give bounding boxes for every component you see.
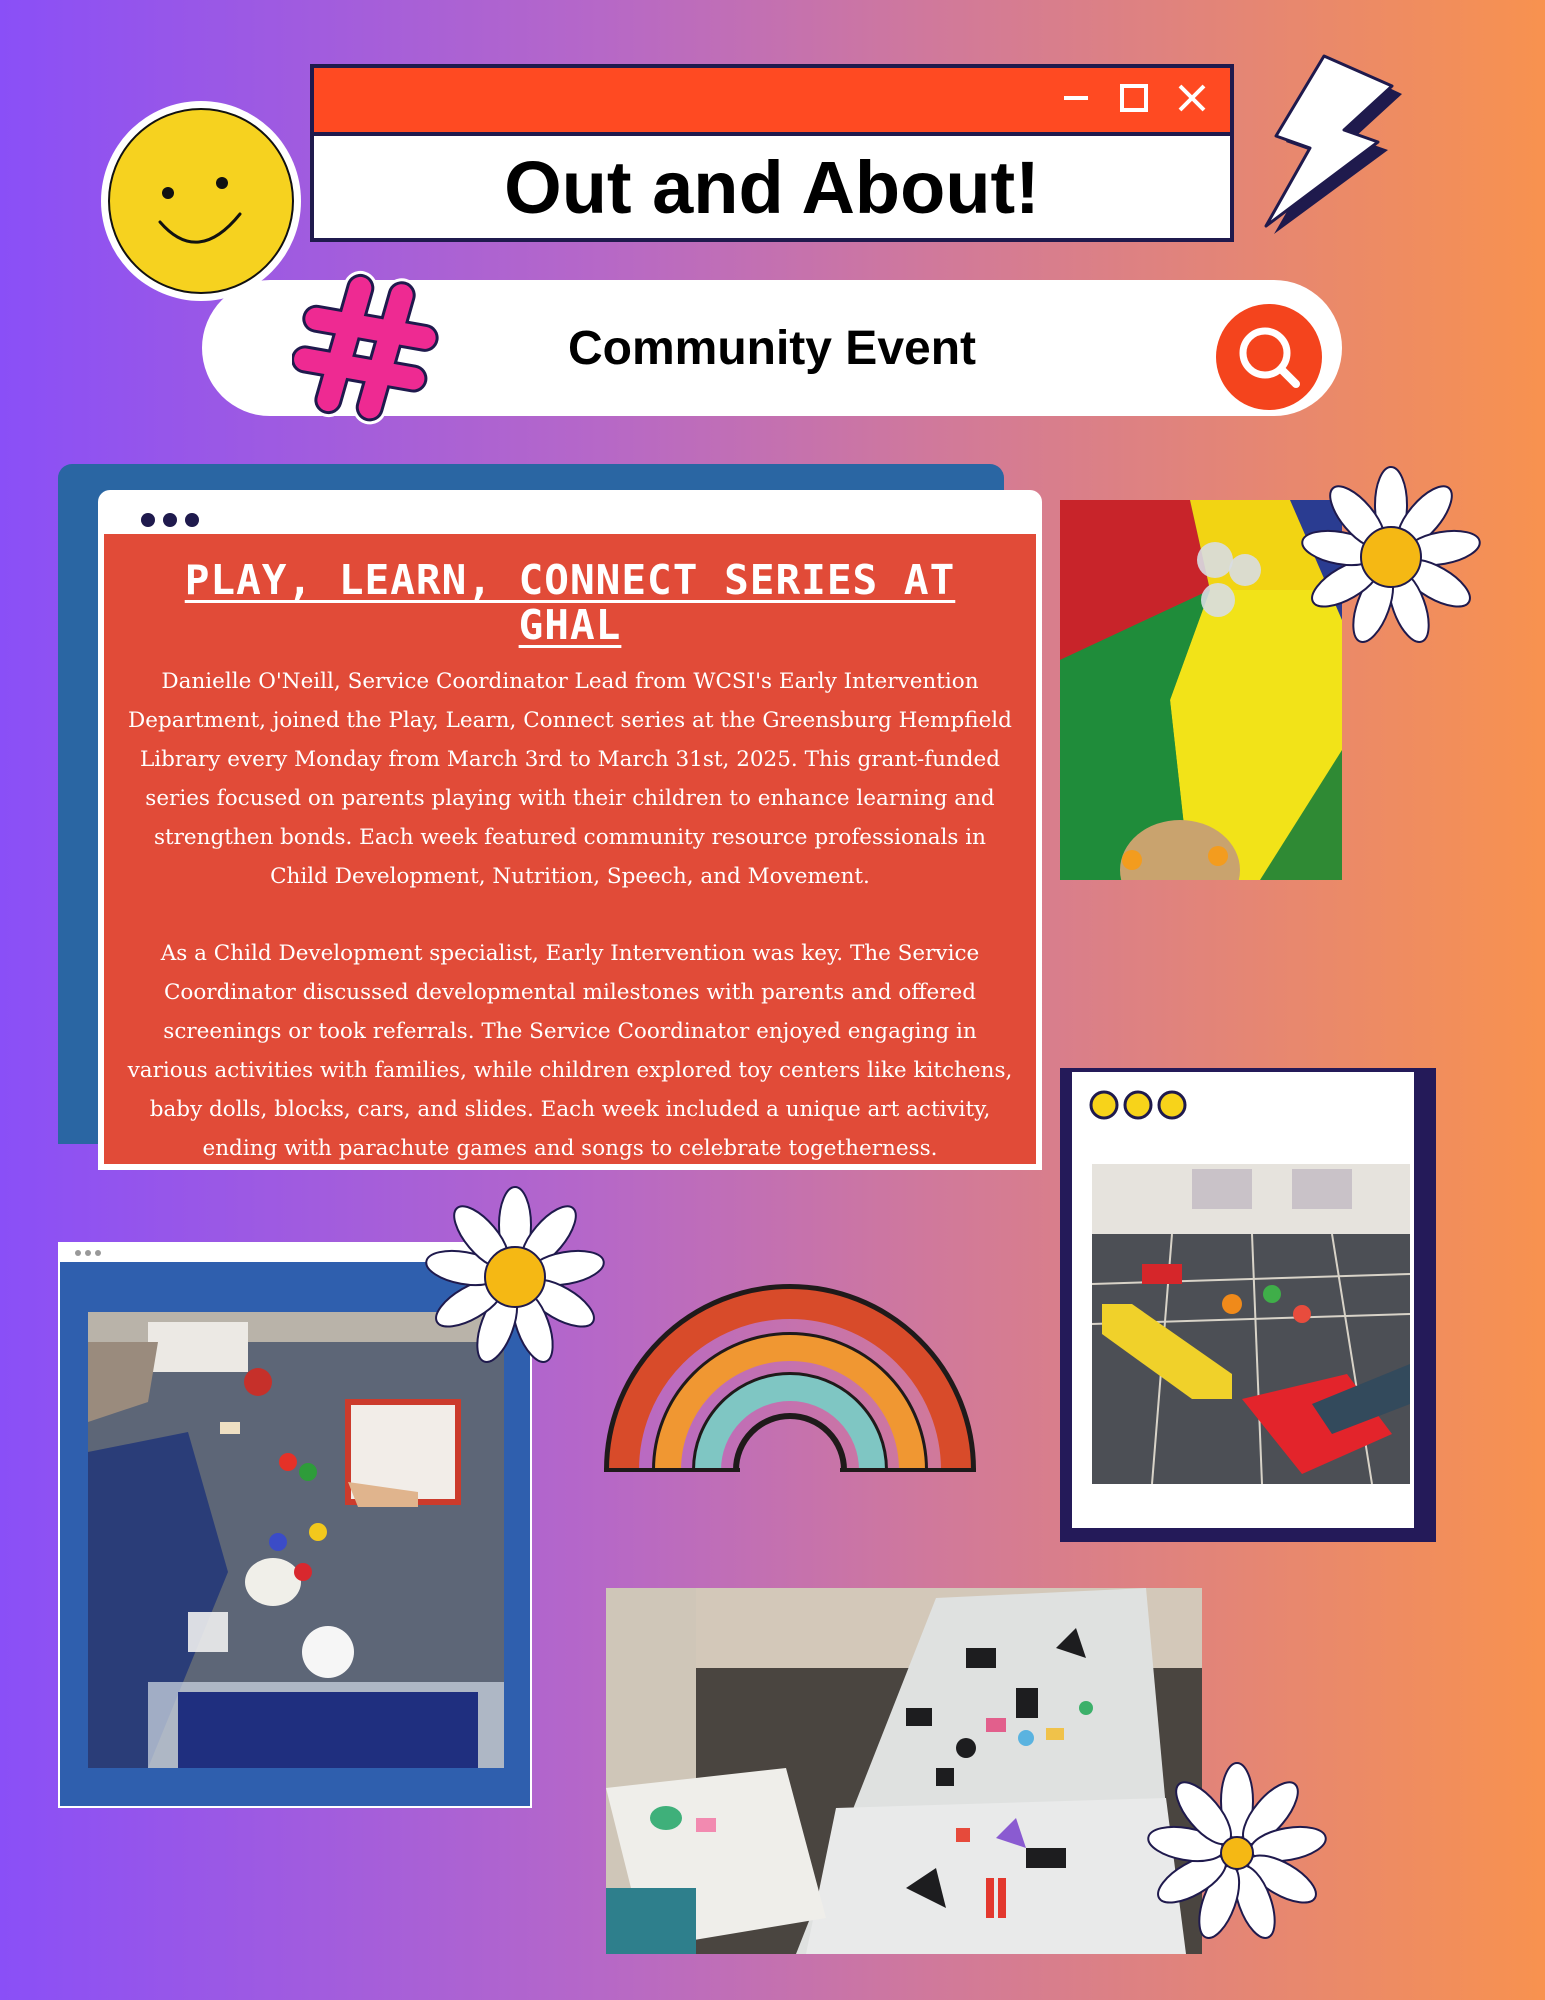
close-icon[interactable] — [1176, 82, 1208, 114]
window-dots-icon — [74, 1249, 104, 1257]
title-window — [310, 64, 1234, 242]
hashtag-icon — [292, 268, 442, 428]
craft-table-photo — [88, 1312, 504, 1768]
playroom-photo-frame — [1060, 1068, 1436, 1542]
minimize-icon[interactable] — [1060, 82, 1092, 114]
daisy-flower-icon — [1146, 1762, 1328, 1944]
article-window — [98, 490, 1042, 1170]
playroom-photo — [1092, 1164, 1410, 1484]
article-heading: PLAY, LEARN, CONNECT SERIES AT GHAL — [184, 556, 956, 650]
title-bar — [314, 68, 1230, 136]
collage-activity-photo — [606, 1588, 1202, 1954]
maximize-icon[interactable] — [1118, 82, 1150, 114]
daisy-flower-icon — [424, 1186, 606, 1368]
lightning-bolt-icon — [1262, 54, 1422, 240]
search-icon — [1216, 304, 1322, 410]
page-title: Out and About! — [504, 145, 1040, 229]
window-dots-icon — [1088, 1088, 1188, 1122]
smiley-face-icon — [98, 98, 304, 304]
playroom-photo-window — [1068, 1068, 1418, 1532]
article-paragraph: Danielle O'Neill, Service Coordinator Lead from WCSI's Early Intervention Department, joined the Play, Learn, Connect series at the Greensburg Hempfield Library every Monday from March 3rd to March 31st, 2025. This grant-funded series focused on parents playing with their children to enhance learning and strengthen bonds. Each week featured community resource professionals in Child Development, Nutrition, Speech, and Movement. — [128, 669, 1012, 890]
rainbow-icon — [604, 1280, 976, 1472]
daisy-flower-icon — [1300, 466, 1482, 648]
window-dots-icon — [138, 510, 208, 530]
search-text: Community Event — [567, 321, 977, 375]
search-button[interactable] — [1216, 304, 1322, 410]
article-body — [104, 534, 1036, 1164]
article-paragraph: As a Child Development specialist, Early Intervention was key. The Service Coordinator discussed developmental milestones with parents and offered screenings or took referrals. The Service Coordinator enjoyed engaging in various activities with families, while children explored toy centers like kitchens, baby dolls, blocks, cars, and slides. Each week included a unique art activity, ending with parachute games and songs to celebrate togetherness. — [127, 941, 1013, 1162]
